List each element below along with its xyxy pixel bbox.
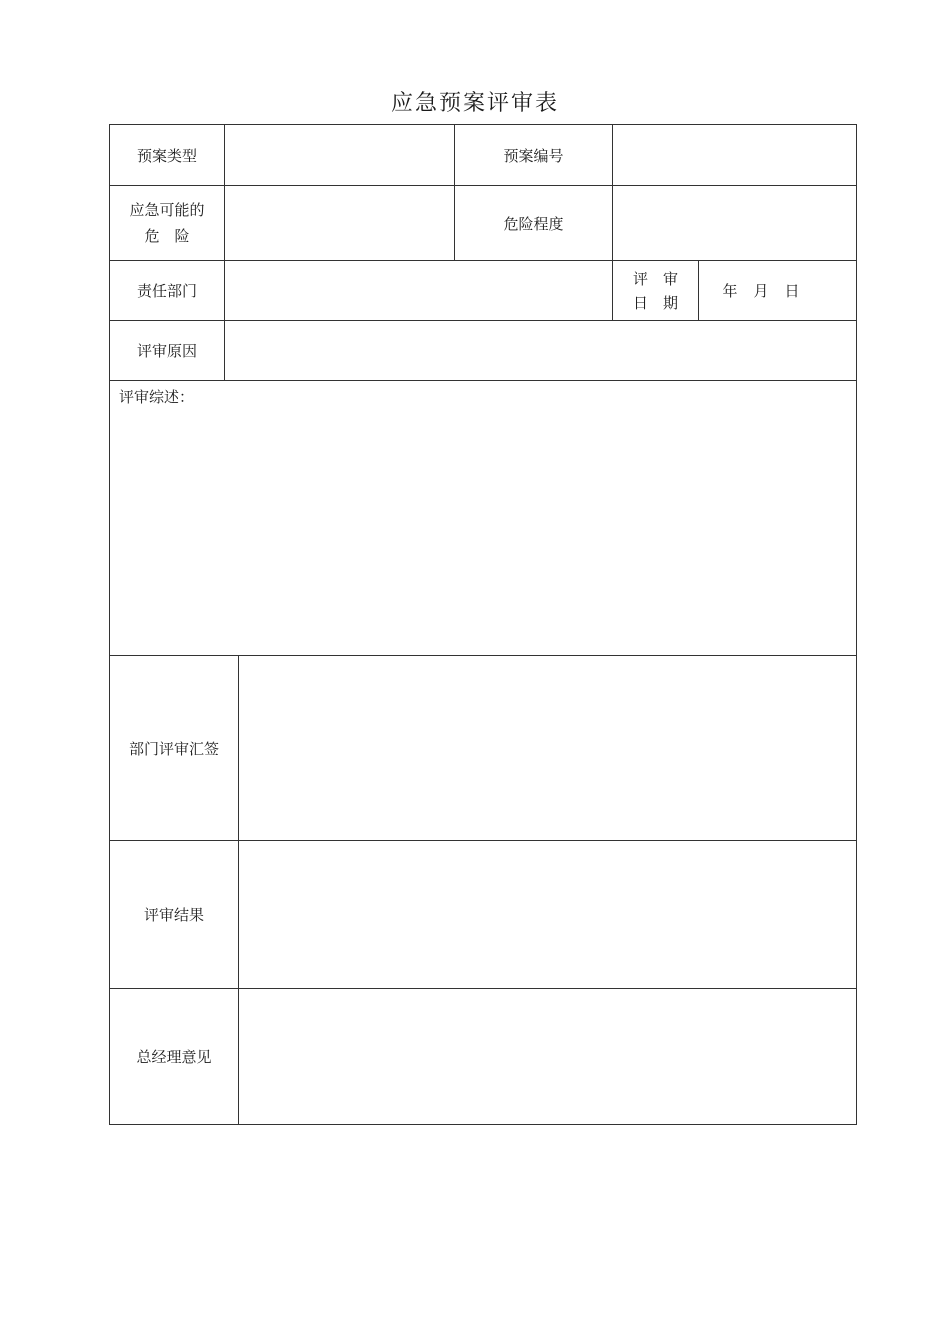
- date-day: 日: [784, 282, 800, 300]
- date-month: 月: [753, 282, 769, 300]
- dept-sign-field[interactable]: [239, 656, 856, 840]
- document-title: 应急预案评审表: [390, 91, 559, 116]
- responsible-dept-field[interactable]: [225, 261, 612, 320]
- responsible-dept-label: 责任部门: [136, 282, 197, 300]
- possible-hazard-label-line2: 危 险: [144, 227, 190, 245]
- review-reason-field[interactable]: [225, 321, 856, 380]
- review-result-field[interactable]: [239, 841, 856, 988]
- hazard-level-field[interactable]: [613, 186, 856, 260]
- possible-hazard-label: [110, 186, 224, 260]
- plan-no-label: 预案编号: [503, 146, 564, 165]
- review-date-label-line2: 日 期: [632, 293, 678, 312]
- review-date-label-line1: 评 审: [632, 269, 678, 288]
- plan-type-field[interactable]: [225, 125, 454, 185]
- gm-opinion-label: 总经理意见: [136, 1048, 212, 1066]
- review-summary-label: 评审综述：: [119, 388, 195, 406]
- review-date-field[interactable]: [699, 261, 823, 320]
- dept-sign-label: 部门评审汇签: [128, 739, 219, 758]
- possible-hazard-label-line1: 应急可能的: [129, 201, 205, 219]
- row-divider: [109, 380, 857, 381]
- date-year: 年: [722, 282, 738, 300]
- review-summary-field[interactable]: [110, 408, 856, 654]
- hazard-level-label: 危险程度: [503, 214, 564, 233]
- gm-opinion-field[interactable]: [239, 989, 856, 1124]
- review-date-label: [613, 261, 698, 320]
- review-reason-label: 评审原因: [136, 342, 197, 360]
- plan-no-field[interactable]: [613, 125, 856, 185]
- possible-hazard-field[interactable]: [225, 186, 454, 260]
- review-result-label: 评审结果: [143, 906, 204, 924]
- plan-type-label: 预案类型: [136, 146, 197, 165]
